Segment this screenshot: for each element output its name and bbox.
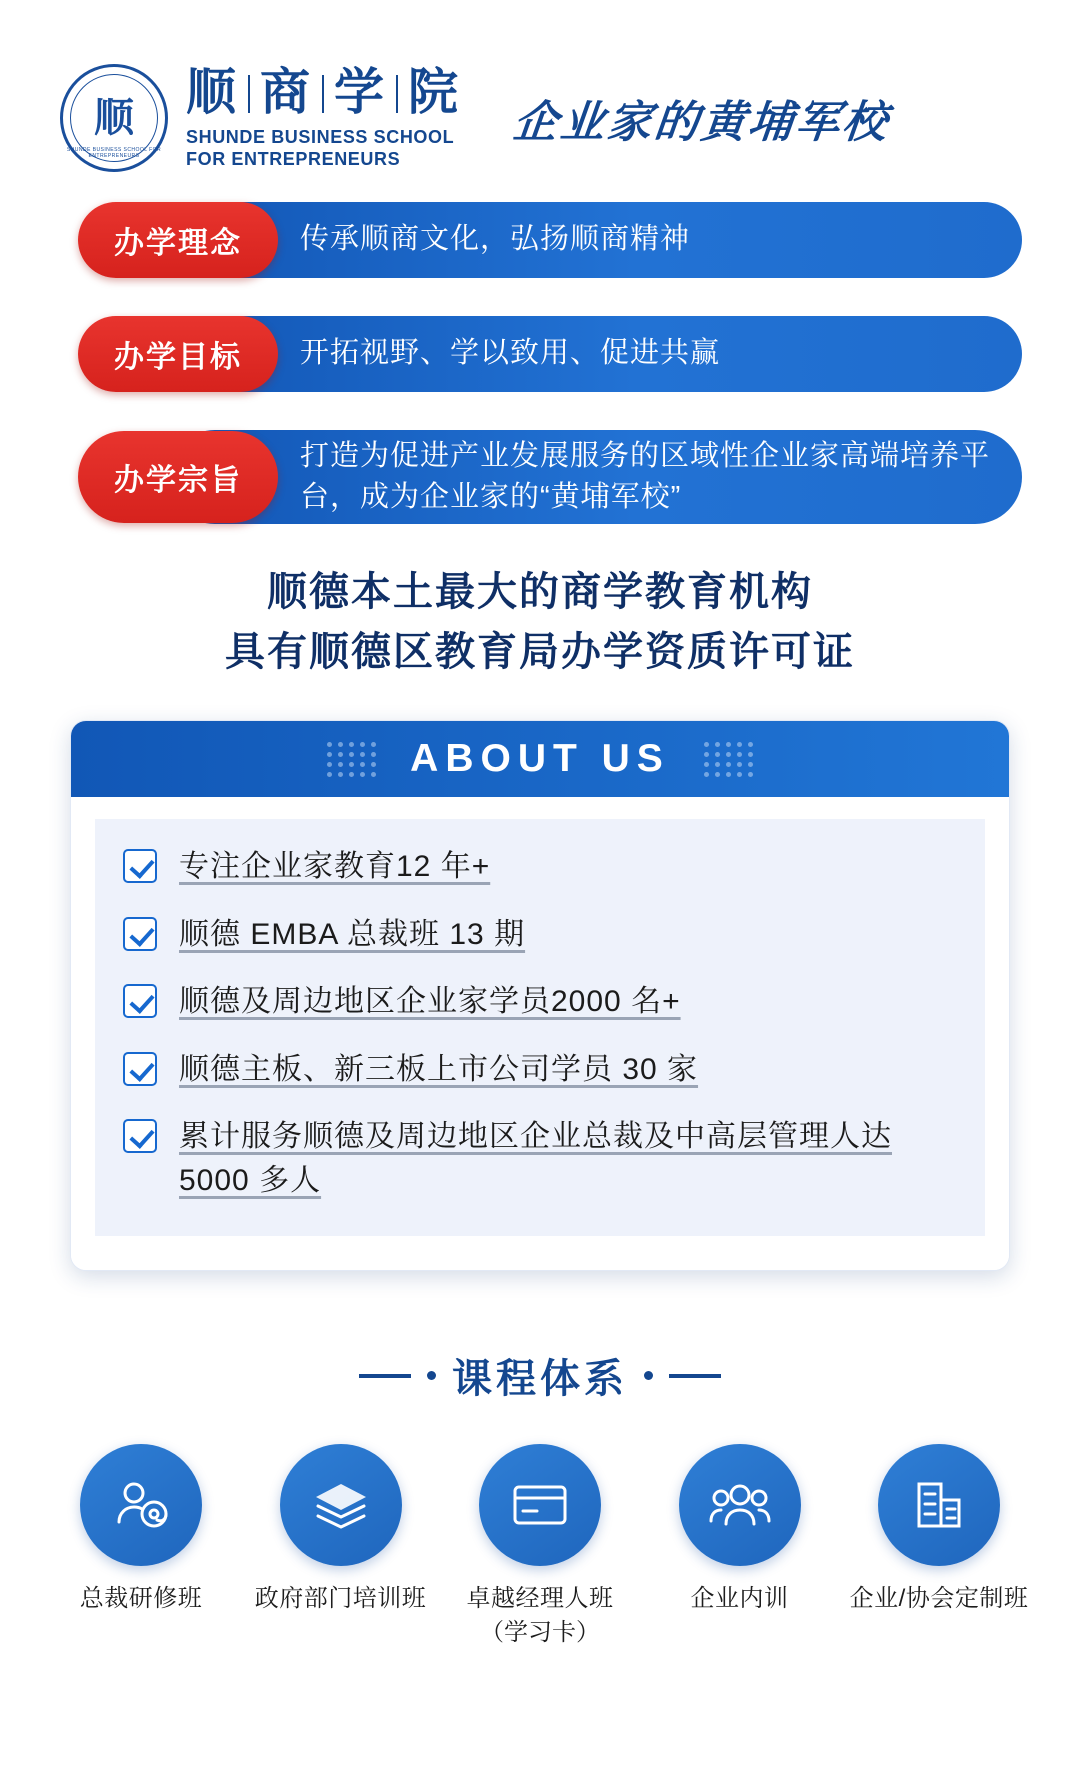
dash-right [669, 1374, 721, 1378]
about-item-text: 顺德 EMBA 总裁班 13 期 [179, 917, 526, 951]
brand-name-en-line2: FOR ENTREPRENEURS [186, 149, 401, 169]
check-icon [123, 917, 157, 951]
course-item[interactable] [844, 1444, 1034, 1649]
about-header [71, 721, 1009, 797]
list-item [123, 1048, 957, 1092]
principle-text: 打造为促进产业发展服务的区域性企业家高端培养平台，成为企业家的“黄埔军校” [300, 439, 991, 513]
dot-left [427, 1371, 436, 1380]
course-item[interactable] [46, 1444, 236, 1649]
brand-name-cn [186, 65, 460, 120]
list-item [123, 1115, 957, 1202]
about-item-text: 专注企业家教育12 年+ [179, 850, 491, 883]
principle-row [78, 202, 1022, 278]
course-item[interactable] [645, 1444, 835, 1649]
course-item[interactable] [445, 1444, 635, 1649]
course-section-title: 课程体系 [452, 1356, 628, 1401]
check-icon [123, 984, 157, 1018]
principle-tag: 办学宗旨 [78, 431, 278, 523]
brand-text [186, 65, 460, 171]
principle-text: 开拓视野、学以致用、促进共赢 [300, 337, 721, 370]
user-at-icon [80, 1444, 202, 1566]
principle-tag: 办学目标 [78, 316, 278, 392]
about-item-text: 顺德主板、新三板上市公司学员 30 家 [179, 1052, 699, 1086]
course-label: 企业内训 [690, 1585, 789, 1612]
brand-char-3: 学 [334, 63, 386, 120]
seal-glyph: 顺 [94, 94, 134, 140]
course-sub: （学习卡） [480, 1618, 600, 1646]
about-item-text: 顺德及周边地区企业家学员2000 名+ [179, 985, 681, 1018]
brand-char-4: 院 [408, 63, 460, 120]
divider-2 [322, 75, 324, 113]
dots-decoration-left [327, 742, 376, 777]
principles-section [0, 190, 1080, 524]
course-label: 企业/协会定制班 [849, 1585, 1029, 1612]
course-label: 政府部门培训班 [254, 1585, 427, 1612]
list-item [123, 980, 957, 1024]
layers-icon [280, 1444, 402, 1566]
dash-left [359, 1374, 411, 1378]
headline-line-1: 顺德本土最大的商学教育机构 [267, 569, 813, 614]
principle-tag: 办学理念 [78, 202, 278, 278]
slogan: 企业家的黄埔军校 [510, 97, 893, 147]
list-item [123, 913, 957, 957]
people-icon [679, 1444, 801, 1566]
building-icon [878, 1444, 1000, 1566]
headline-line-2: 具有顺德区教育局办学资质许可证 [225, 629, 855, 674]
card-icon [479, 1444, 601, 1566]
check-icon [123, 849, 157, 883]
dot-right [644, 1371, 653, 1380]
headline [0, 562, 1080, 682]
course-label: 总裁研修班 [79, 1585, 203, 1612]
brand-char-2: 商 [260, 63, 312, 120]
brand-name-en [186, 126, 460, 171]
principle-row [78, 316, 1022, 392]
course-label: 卓越经理人班 [466, 1585, 614, 1612]
check-icon [123, 1119, 157, 1153]
divider-1 [248, 75, 250, 113]
course-section-header [0, 1347, 1080, 1404]
course-item[interactable] [246, 1444, 436, 1649]
about-card [70, 720, 1010, 1271]
school-seal-logo [60, 64, 168, 172]
list-item [123, 845, 957, 889]
dots-decoration-right [704, 742, 753, 777]
about-body [71, 797, 1009, 1270]
course-list [0, 1404, 1080, 1649]
seal-arc-text: SHUNDE BUSINESS SCHOOL FOR ENTREPRENEURS [66, 146, 162, 159]
brand-char-1: 顺 [186, 63, 238, 120]
divider-3 [396, 75, 398, 113]
brand-name-en-line1: SHUNDE BUSINESS SCHOOL [186, 126, 455, 147]
check-icon [123, 1052, 157, 1086]
about-list [95, 819, 985, 1236]
principle-row [78, 430, 1022, 524]
about-title: ABOUT US [410, 737, 670, 780]
header [0, 0, 1080, 190]
principle-text: 传承顺商文化，弘扬顺商精神 [300, 223, 691, 256]
about-item-text: 累计服务顺德及周边地区企业总裁及中高层管理人达 5000 多人 [179, 1120, 892, 1197]
